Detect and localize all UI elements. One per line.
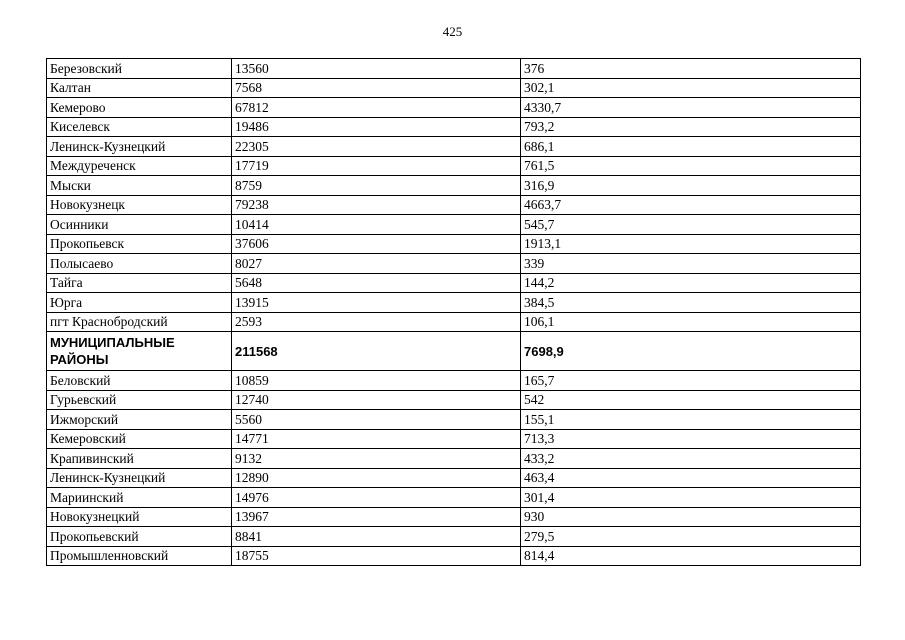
- cell-value-1: 7568: [232, 78, 521, 98]
- cell-value-1: 8027: [232, 254, 521, 274]
- cell-name: Прокопьевск: [47, 234, 232, 254]
- table-row: [47, 156, 861, 176]
- cell-value-1: 37606: [232, 234, 521, 254]
- cell-value-2: 814,4: [521, 546, 861, 566]
- table-row: [47, 312, 861, 332]
- cell-value-2: 279,5: [521, 527, 861, 547]
- page-number: 425: [442, 24, 463, 39]
- cell-value-2: 339: [521, 254, 861, 274]
- table-row: [47, 488, 861, 508]
- cell-name: Полысаево: [47, 254, 232, 274]
- cell-name: Юрга: [47, 293, 232, 313]
- cell-value-2: 793,2: [521, 117, 861, 137]
- cell-value-2: 7698,9: [521, 332, 861, 371]
- table-row: [47, 234, 861, 254]
- cell-value-1: 17719: [232, 156, 521, 176]
- section-heading-row: [47, 332, 861, 371]
- cell-name: Ижморский: [47, 410, 232, 430]
- cell-value-2: 376: [521, 59, 861, 79]
- table-row: [47, 449, 861, 469]
- cell-value-2: 316,9: [521, 176, 861, 196]
- cell-name: Мариинский: [47, 488, 232, 508]
- table-row: [47, 176, 861, 196]
- cell-name: Ленинск-Кузнецкий: [47, 137, 232, 157]
- cell-value-2: 144,2: [521, 273, 861, 293]
- cell-name: Кемерово: [47, 98, 232, 118]
- cell-value-2: 1913,1: [521, 234, 861, 254]
- cell-value-1: 8759: [232, 176, 521, 196]
- cell-value-2: 4330,7: [521, 98, 861, 118]
- cell-value-1: 10414: [232, 215, 521, 235]
- table-row: [47, 429, 861, 449]
- cell-value-1: 211568: [232, 332, 521, 371]
- cell-name: пгт Краснобродский: [47, 312, 232, 332]
- cell-value-1: 19486: [232, 117, 521, 137]
- cell-value-2: 384,5: [521, 293, 861, 313]
- cell-value-1: 14771: [232, 429, 521, 449]
- table-row: [47, 410, 861, 430]
- cell-value-2: 463,4: [521, 468, 861, 488]
- cell-value-1: 2593: [232, 312, 521, 332]
- table-row: [47, 195, 861, 215]
- cell-value-1: 8841: [232, 527, 521, 547]
- cell-value-2: 301,4: [521, 488, 861, 508]
- cell-value-2: 713,3: [521, 429, 861, 449]
- table-row: [47, 293, 861, 313]
- cell-value-1: 13967: [232, 507, 521, 527]
- cell-value-2: 155,1: [521, 410, 861, 430]
- table-row: [47, 59, 861, 79]
- cell-value-1: 18755: [232, 546, 521, 566]
- cell-name: МУНИЦИПАЛЬНЫЕ РАЙОНЫ: [47, 332, 232, 371]
- data-table: [46, 58, 861, 566]
- cell-value-2: 4663,7: [521, 195, 861, 215]
- cell-value-1: 5560: [232, 410, 521, 430]
- cell-name: Прокопьевский: [47, 527, 232, 547]
- cell-value-1: 13560: [232, 59, 521, 79]
- cell-value-1: 22305: [232, 137, 521, 157]
- cell-value-2: 686,1: [521, 137, 861, 157]
- cell-name: Мыски: [47, 176, 232, 196]
- cell-value-1: 67812: [232, 98, 521, 118]
- cell-value-1: 13915: [232, 293, 521, 313]
- cell-value-1: 10859: [232, 371, 521, 391]
- table-row: [47, 468, 861, 488]
- table-row: [47, 507, 861, 527]
- cell-value-2: 165,7: [521, 371, 861, 391]
- table-row: [47, 273, 861, 293]
- cell-name: Осинники: [47, 215, 232, 235]
- cell-name: Гурьевский: [47, 390, 232, 410]
- cell-value-1: 12890: [232, 468, 521, 488]
- table-row: [47, 78, 861, 98]
- cell-name: Междуреченск: [47, 156, 232, 176]
- cell-name: Беловский: [47, 371, 232, 391]
- table-row: [47, 371, 861, 391]
- table-row: [47, 117, 861, 137]
- cell-name: Новокузнецк: [47, 195, 232, 215]
- table-row: [47, 527, 861, 547]
- cell-name: Березовский: [47, 59, 232, 79]
- cell-value-1: 79238: [232, 195, 521, 215]
- table-row: [47, 546, 861, 566]
- table-row: [47, 137, 861, 157]
- table-row: [47, 254, 861, 274]
- table-row: [47, 98, 861, 118]
- cell-value-1: 5648: [232, 273, 521, 293]
- cell-name: Крапивинский: [47, 449, 232, 469]
- cell-value-2: 542: [521, 390, 861, 410]
- table-row: [47, 215, 861, 235]
- cell-value-2: 433,2: [521, 449, 861, 469]
- cell-value-1: 14976: [232, 488, 521, 508]
- cell-value-2: 302,1: [521, 78, 861, 98]
- cell-name: Промышленновский: [47, 546, 232, 566]
- cell-value-1: 12740: [232, 390, 521, 410]
- cell-name: Кемеровский: [47, 429, 232, 449]
- cell-name: Ленинск-Кузнецкий: [47, 468, 232, 488]
- cell-name: Киселевск: [47, 117, 232, 137]
- cell-name: Калтан: [47, 78, 232, 98]
- cell-value-2: 930: [521, 507, 861, 527]
- cell-value-1: 9132: [232, 449, 521, 469]
- cell-name: Новокузнецкий: [47, 507, 232, 527]
- cell-value-2: 545,7: [521, 215, 861, 235]
- cell-value-2: 761,5: [521, 156, 861, 176]
- cell-name: Тайга: [47, 273, 232, 293]
- cell-value-2: 106,1: [521, 312, 861, 332]
- table-body: [47, 59, 861, 566]
- table-row: [47, 390, 861, 410]
